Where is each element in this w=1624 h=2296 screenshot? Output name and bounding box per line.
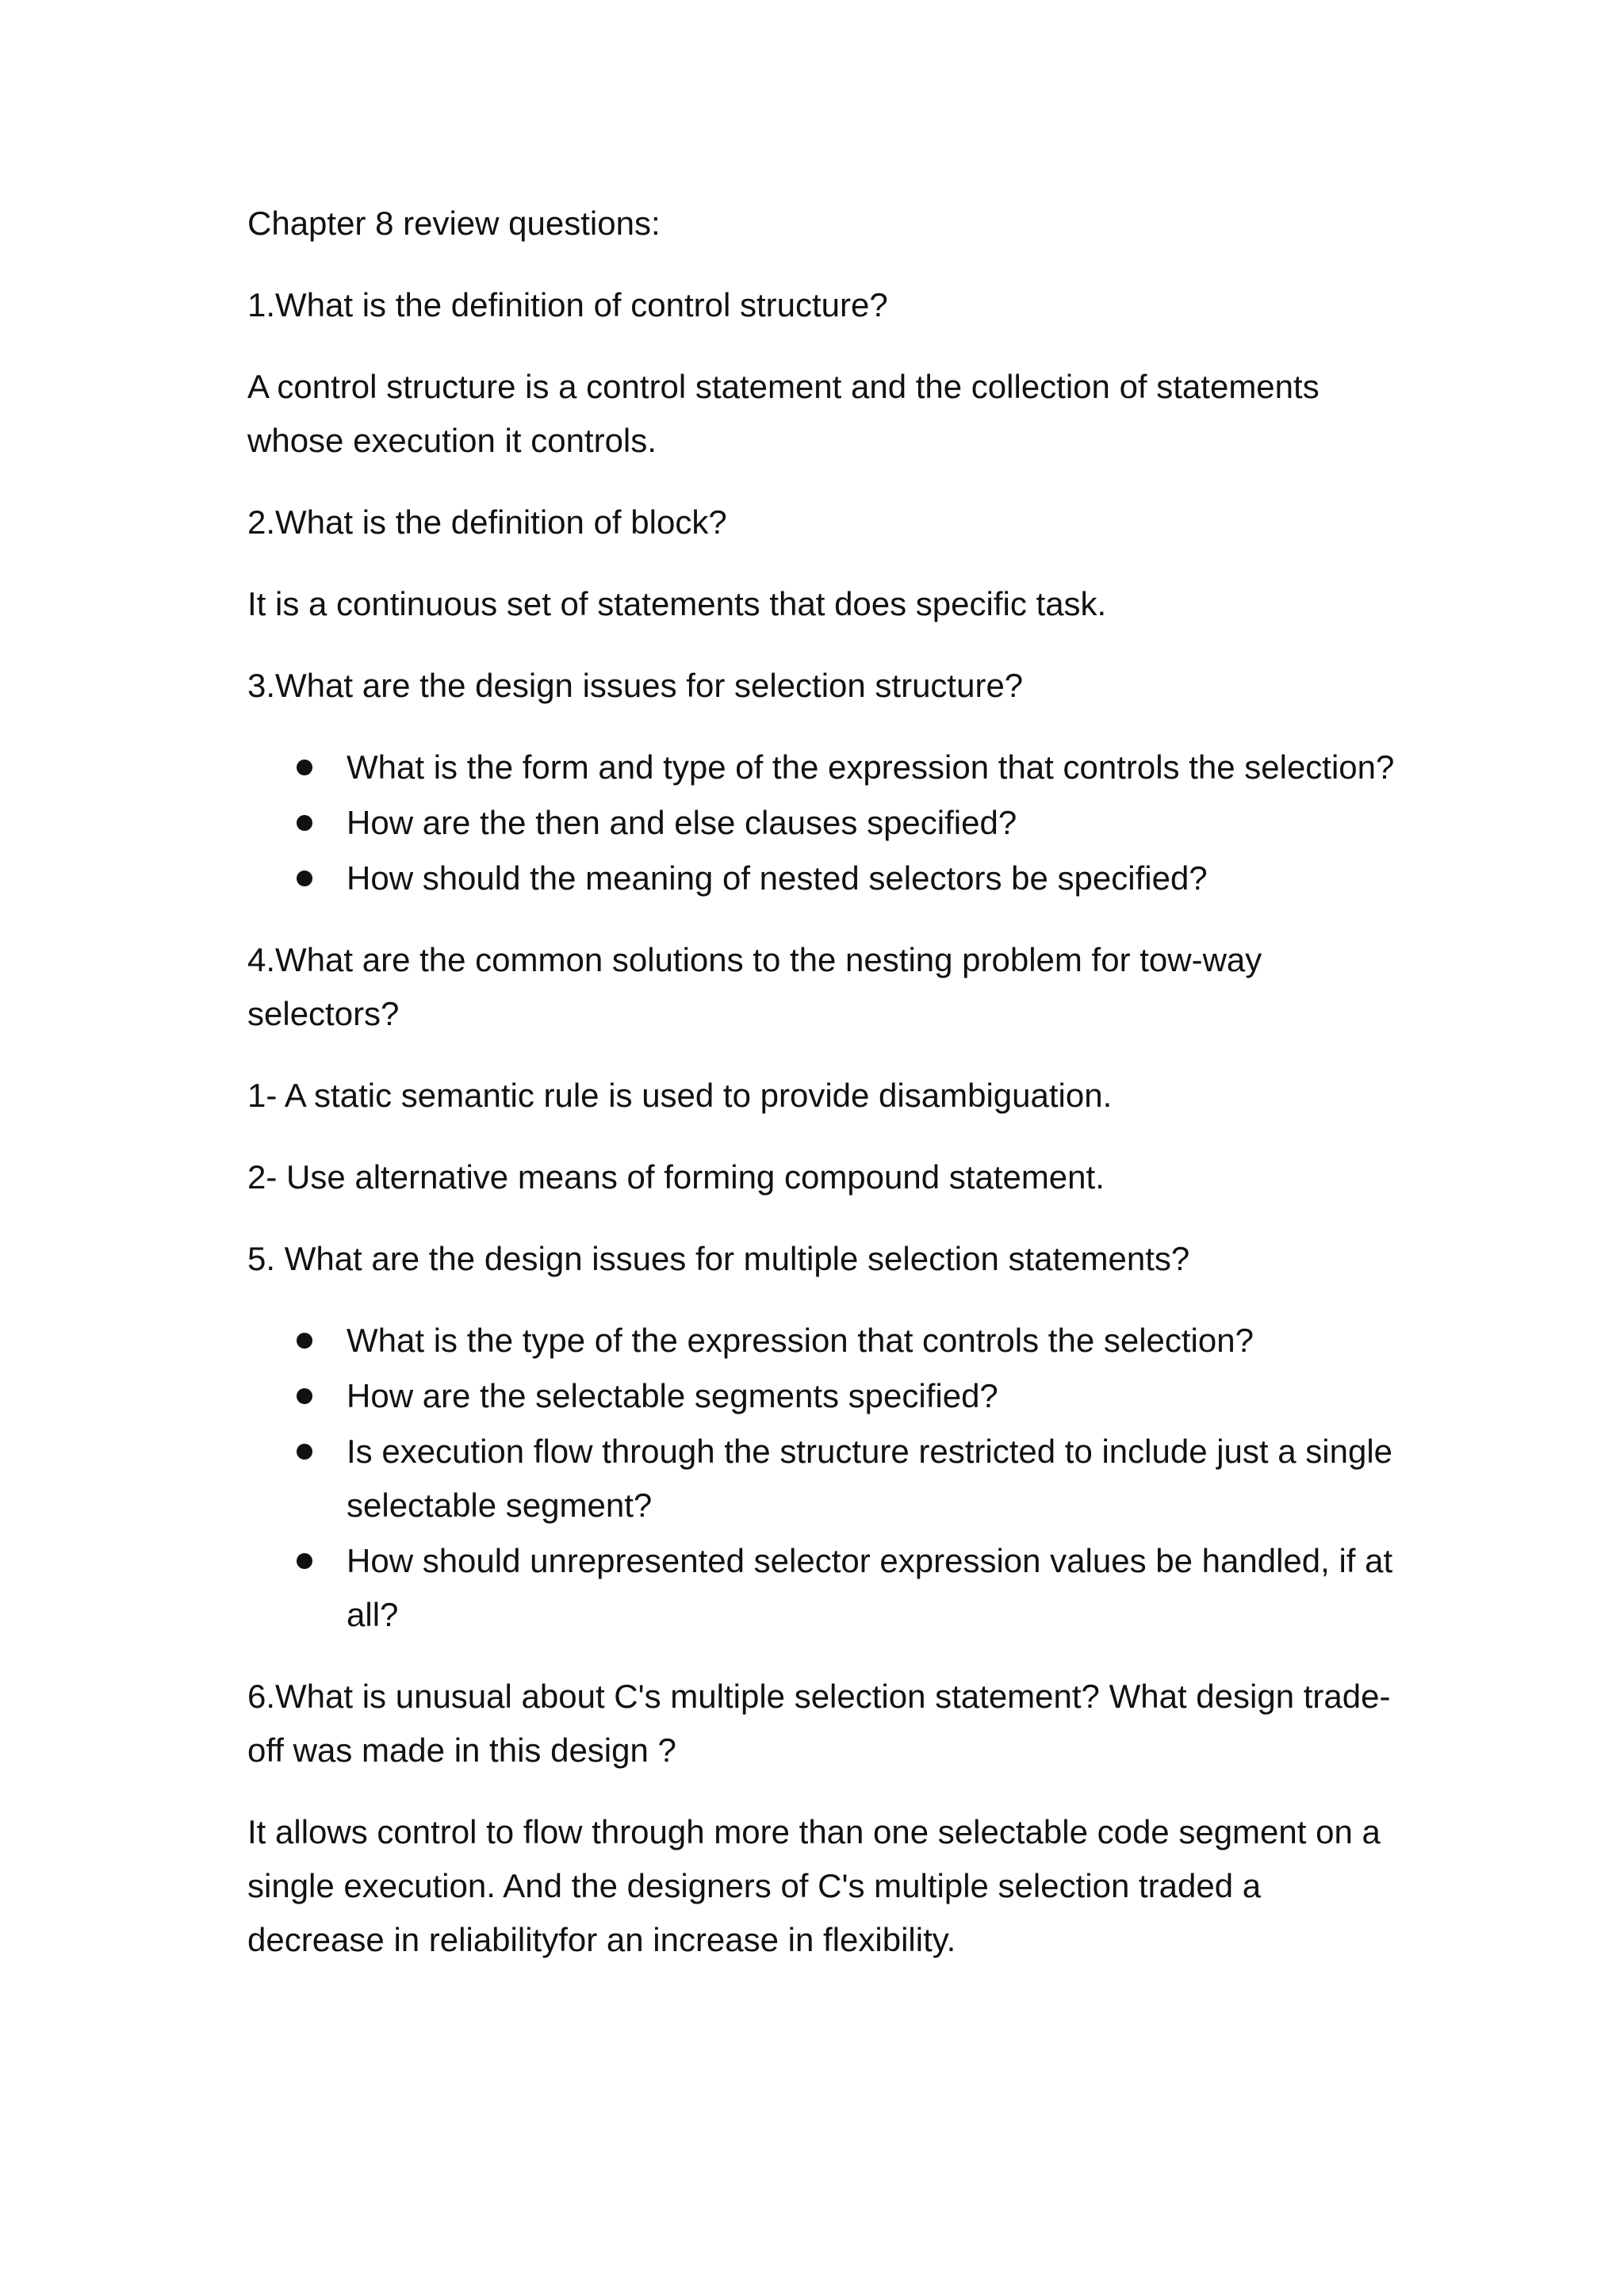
bullet-item bbox=[247, 796, 1405, 850]
answer-2: It is a continuous set of statements that does specific task. bbox=[247, 585, 1107, 622]
document-body bbox=[247, 197, 1405, 1995]
question-4: 4.What are the common solutions to the nesting problem for tow-way selectors? bbox=[247, 941, 1262, 1032]
bullet-text: How should unrepresented selector expression values be handled, if at all? bbox=[347, 1542, 1393, 1633]
bullet-item bbox=[247, 1369, 1405, 1423]
bullet-text: How are the then and else clauses specified? bbox=[347, 804, 1017, 841]
bullet-text: Is execution flow through the structure restricted to include just a single selectable segment? bbox=[347, 1433, 1393, 1524]
question-3: 3.What are the design issues for selection structure? bbox=[247, 667, 1024, 704]
bullet-text: What is the form and type of the expression that controls the selection? bbox=[347, 748, 1395, 786]
bullet-icon bbox=[297, 1553, 312, 1569]
answer-6: It allows control to flow through more than one selectable code segment on a single execution. And the designers of C's multiple selection traded a decrease in reliabilityfor an increase in flexibility. bbox=[247, 1813, 1381, 1958]
bullet-icon bbox=[297, 1333, 312, 1349]
bullet-icon bbox=[297, 815, 312, 831]
bullet-icon bbox=[297, 871, 312, 886]
bullet-text: How should the meaning of nested selectors be specified? bbox=[347, 859, 1208, 897]
answer-4-1: 1- A static semantic rule is used to provide disambiguation. bbox=[247, 1077, 1113, 1114]
question-2: 2.What is the definition of block? bbox=[247, 503, 727, 541]
answer-4-2: 2- Use alternative means of forming compound statement. bbox=[247, 1158, 1105, 1196]
question-1: 1.What is the definition of control structure? bbox=[247, 286, 888, 323]
bullet-item bbox=[247, 1425, 1405, 1533]
document-title: Chapter 8 review questions: bbox=[247, 205, 661, 242]
question-3-bullet-list bbox=[247, 740, 1405, 905]
bullet-item bbox=[247, 1534, 1405, 1642]
bullet-icon bbox=[297, 1444, 312, 1460]
bullet-icon bbox=[297, 760, 312, 775]
bullet-item bbox=[247, 1314, 1405, 1368]
question-6: 6.What is unusual about C's multiple selection statement? What design trade-off was made in this design ? bbox=[247, 1678, 1391, 1769]
question-5: 5. What are the design issues for multiple selection statements? bbox=[247, 1240, 1190, 1277]
question-5-bullet-list bbox=[247, 1314, 1405, 1642]
answer-1: A control structure is a control statement and the collection of statements whose execution it controls. bbox=[247, 368, 1320, 459]
bullet-text: What is the type of the expression that controls the selection? bbox=[347, 1322, 1254, 1359]
bullet-icon bbox=[297, 1388, 312, 1404]
bullet-item bbox=[247, 851, 1405, 905]
bullet-text: How are the selectable segments specified? bbox=[347, 1377, 998, 1414]
bullet-item bbox=[247, 740, 1405, 794]
